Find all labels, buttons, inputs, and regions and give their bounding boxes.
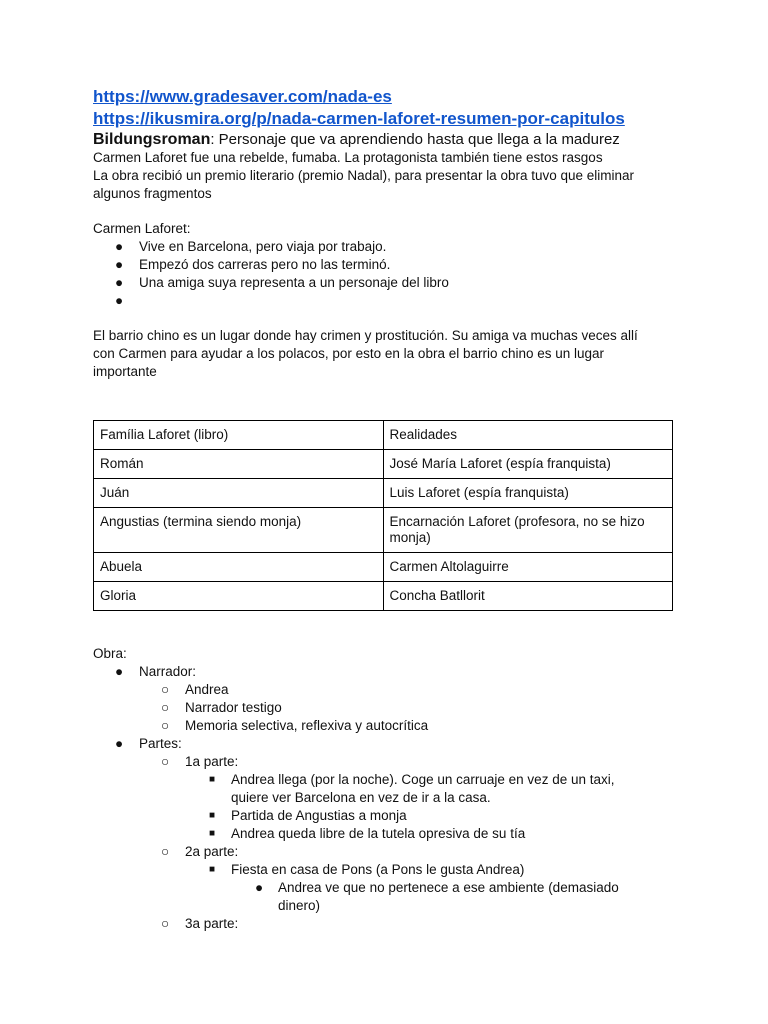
bullet-circle: ○	[161, 844, 170, 859]
table-row	[94, 421, 673, 450]
parte1-list	[93, 771, 683, 843]
barrio-line-1: El barrio chino es un lugar donde hay crimen y prostitución. Su amiga va muchas veces allí	[93, 328, 638, 343]
bullet-square: ■	[209, 864, 216, 875]
bullet-circle: ○	[161, 916, 170, 931]
intro-line-1: Carmen Laforet fue una rebelde, fumaba. La protagonista también tiene estos rasgos	[93, 150, 603, 165]
parte3-item: ○ 3a parte:	[161, 916, 239, 931]
table-cell: Realidades	[383, 421, 673, 450]
list-item: ● Empezó dos carreras pero no las terminó.	[115, 257, 391, 272]
list-item: ○ Andrea	[161, 682, 229, 697]
bullet-square: ■	[209, 810, 216, 821]
table-row	[94, 582, 673, 611]
bullet-disc: ●	[255, 880, 264, 895]
table-cell: José María Laforet (espía franquista)	[383, 450, 673, 479]
bullet-circle: ○	[161, 718, 170, 733]
table-row	[94, 553, 673, 582]
table-cell: Encarnación Laforet (profesora, no se hizo monja)	[383, 508, 673, 553]
obra-heading: Obra:	[93, 646, 127, 661]
family-table	[93, 420, 673, 611]
bullet-circle: ○	[161, 682, 170, 697]
table-cell: Família Laforet (libro)	[94, 421, 384, 450]
link-ikusmira[interactable]: https://ikusmira.org/p/nada-carmen-laforet-resumen-por-capitulos	[93, 109, 625, 128]
table-row	[94, 508, 673, 553]
bullet-disc: ●	[115, 736, 124, 751]
narrador-item: ● Narrador:	[115, 664, 197, 679]
table-cell: Angustias (termina siendo monja)	[94, 508, 384, 553]
list-item: ○ Narrador testigo	[161, 700, 282, 715]
barrio-line-3: importante	[93, 364, 157, 379]
narrador-list	[93, 681, 683, 735]
bullet-disc: ●	[115, 664, 124, 679]
bullet-square: ■	[209, 774, 216, 785]
obra-section	[93, 645, 683, 933]
parte2-item: ○ 2a parte:	[161, 844, 239, 859]
list-item: ● Vive en Barcelona, pero viaja por trabajo.	[115, 239, 387, 254]
bullet-circle: ○	[161, 700, 170, 715]
intro-line-2: La obra recibió un premio literario (premio Nadal), para presentar la obra tuvo que eliminar	[93, 168, 635, 183]
partes-item: ● Partes:	[115, 736, 182, 751]
table-cell: Carmen Altolaguirre	[383, 553, 673, 582]
carmen-list	[93, 238, 683, 310]
table-cell: Gloria	[94, 582, 384, 611]
link-gradesaver[interactable]: https://www.gradesaver.com/nada-es	[93, 87, 392, 106]
bullet-disc: ●	[115, 239, 124, 254]
bullet-circle: ○	[161, 754, 170, 769]
table-cell: Román	[94, 450, 384, 479]
list-item: ■ Andrea queda libre de la tutela opresiva de su tía	[209, 826, 526, 841]
bullet-disc: ●	[115, 275, 124, 290]
list-item	[93, 292, 683, 310]
parte1-item: ○ 1a parte:	[161, 754, 239, 769]
barrio-line-2: con Carmen para ayudar a los polacos, por esto en la obra el barrio chino es un lugar	[93, 346, 605, 361]
intro-line-3: algunos fragmentos	[93, 186, 212, 201]
list-item: ● Andrea ve que no pertenece a ese ambiente (demasiado dinero)	[255, 880, 619, 913]
definition-line	[93, 131, 683, 149]
list-item: ● Una amiga suya representa a un personaje del libro	[115, 275, 449, 290]
list-item: ■ Fiesta en casa de Pons (a Pons le gusta Andrea)	[209, 862, 525, 877]
table-cell: Abuela	[94, 553, 384, 582]
definition-text: : Personaje que va aprendiendo hasta que llega a la madurez	[210, 131, 620, 148]
table-row	[94, 450, 673, 479]
table-row	[94, 479, 673, 508]
definition-term: Bildungsroman	[93, 131, 211, 148]
carmen-heading: Carmen Laforet:	[93, 221, 191, 236]
list-item: ■ Partida de Angustias a monja	[209, 808, 407, 823]
bullet-disc: ●	[115, 257, 124, 272]
table-cell: Concha Batllorit	[383, 582, 673, 611]
table-cell: Juán	[94, 479, 384, 508]
bullet-square: ■	[209, 828, 216, 839]
document-body	[93, 86, 683, 381]
list-item: ○ Memoria selectiva, reflexiva y autocrítica	[161, 718, 429, 733]
bullet-disc: ●	[115, 293, 124, 308]
table-cell: Luis Laforet (espía franquista)	[383, 479, 673, 508]
list-item: ■ Andrea llega (por la noche). Coge un carruaje en vez de un taxi, quiere ver Barcelona en vez de ir a la casa.	[209, 772, 615, 805]
